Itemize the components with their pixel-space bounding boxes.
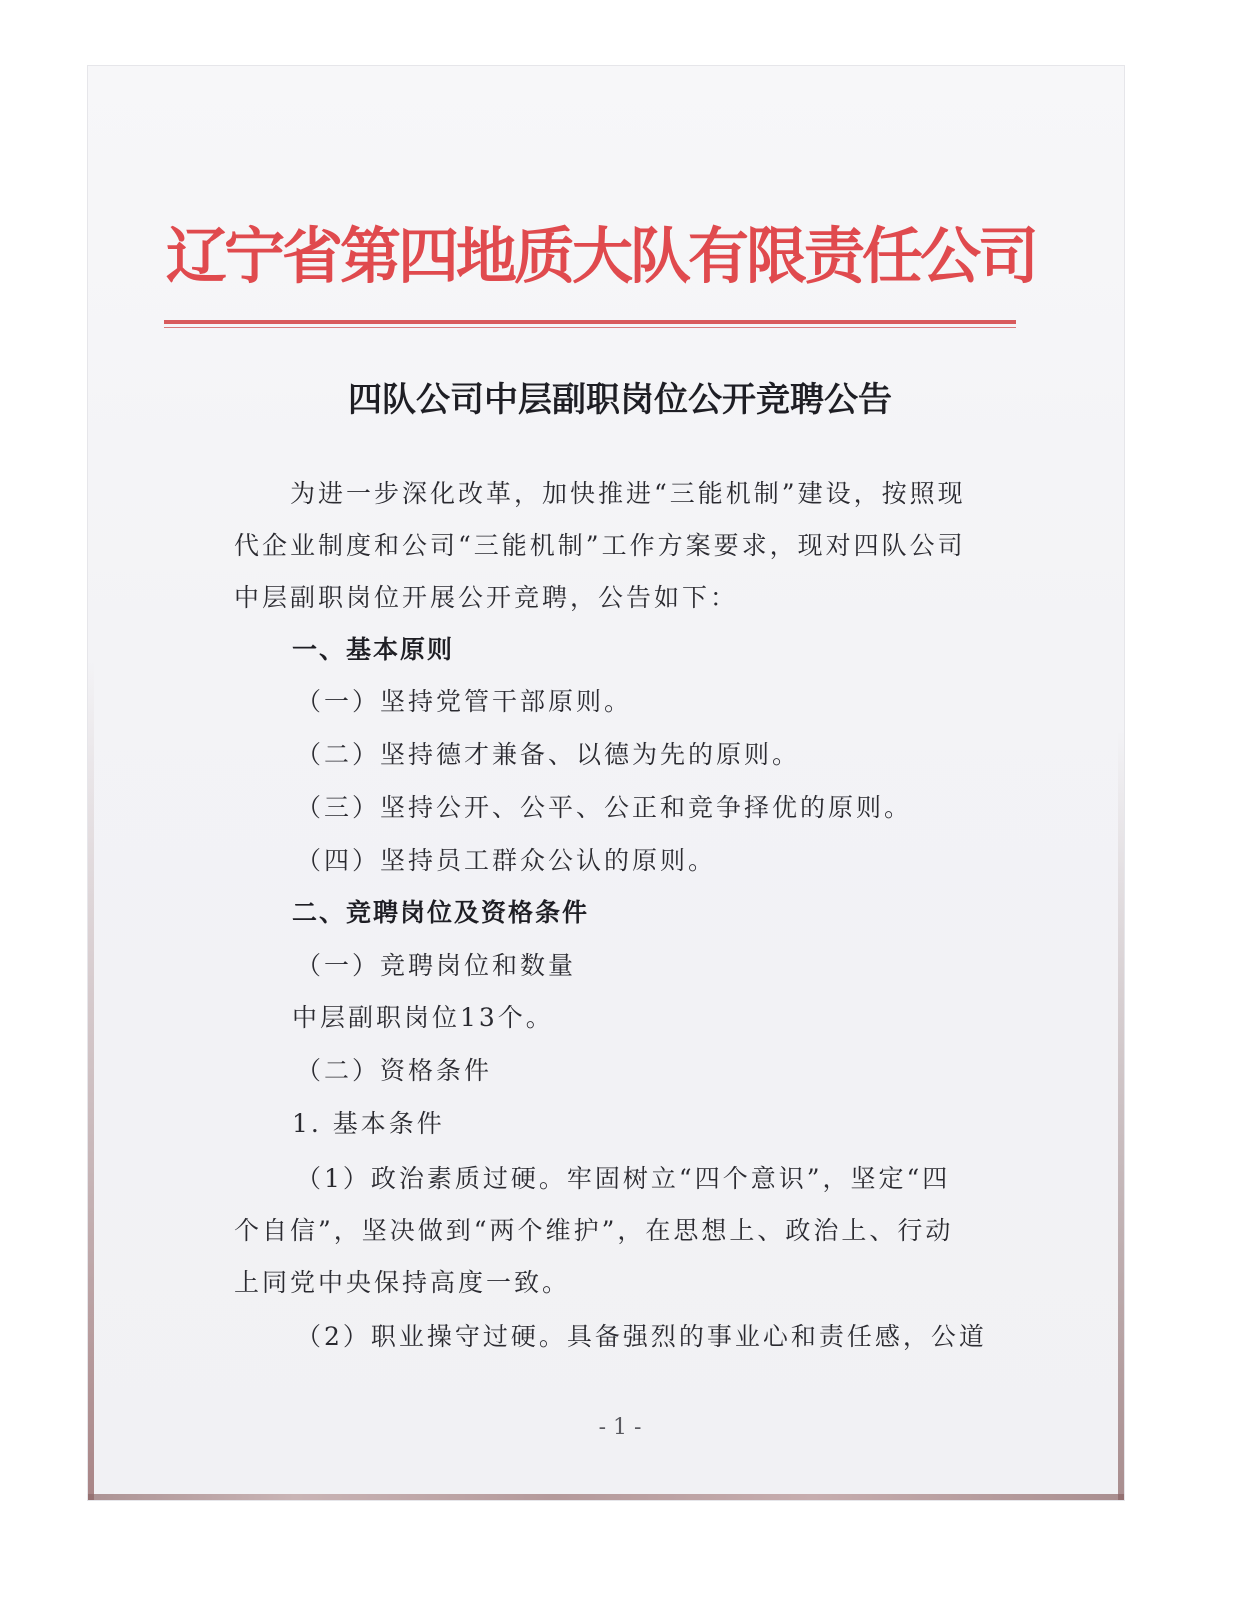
condition-1-line-1: （1）政治素质过硬。牢固树立“四个意识”，坚定“四 [296,1164,951,1193]
body-line-1: 为进一步深化改革，加快推进“三能机制”建设，按照现 [290,479,966,508]
principle-3: （三）坚持公开、公平、公正和竞争择优的原则。 [296,793,913,822]
principle-1: （一）坚持党管干部原则。 [296,687,633,716]
paper-edge-shadow-left [88,660,94,1500]
body-line-2: 代企业制度和公司“三能机制”工作方案要求，现对四队公司 [234,531,966,560]
paper-edge-bottom [88,1494,1124,1500]
document-title: 四队公司中层副职岗位公开竞聘公告 [348,380,892,420]
section-heading-1: 一、基本原则 [292,635,455,664]
body-line-3: 中层副职岗位开展公开竞聘，公告如下： [234,583,739,612]
masthead-rule-thin [164,327,1016,328]
principle-2: （二）坚持德才兼备、以德为先的原则。 [296,740,801,769]
masthead-org-name: 辽宁省第四地质大队有限责任公司 [166,221,1037,292]
subsection-positions: （一）竞聘岗位和数量 [296,951,577,980]
subsection-qualifications: （二）资格条件 [296,1056,493,1085]
paper-edge-shadow-right [1118,730,1124,1500]
section-heading-2: 二、竞聘岗位及资格条件 [292,898,590,927]
page-number: - 1 - [598,1415,642,1440]
condition-1-line-3: 上同党中央保持高度一致。 [234,1268,571,1297]
condition-1-line-2: 个自信”，坚决做到“两个维护”，在思想上、政治上、行动 [234,1216,954,1245]
masthead-rule-thick [164,320,1016,324]
basic-conditions-heading: 1. 基本条件 [292,1109,445,1138]
condition-2-line-1: （2）职业操守过硬。具备强烈的事业心和责任感，公道 [296,1322,987,1351]
positions-count: 中层副职岗位13个。 [292,1003,554,1032]
principle-4: （四）坚持员工群众公认的原则。 [296,846,717,875]
